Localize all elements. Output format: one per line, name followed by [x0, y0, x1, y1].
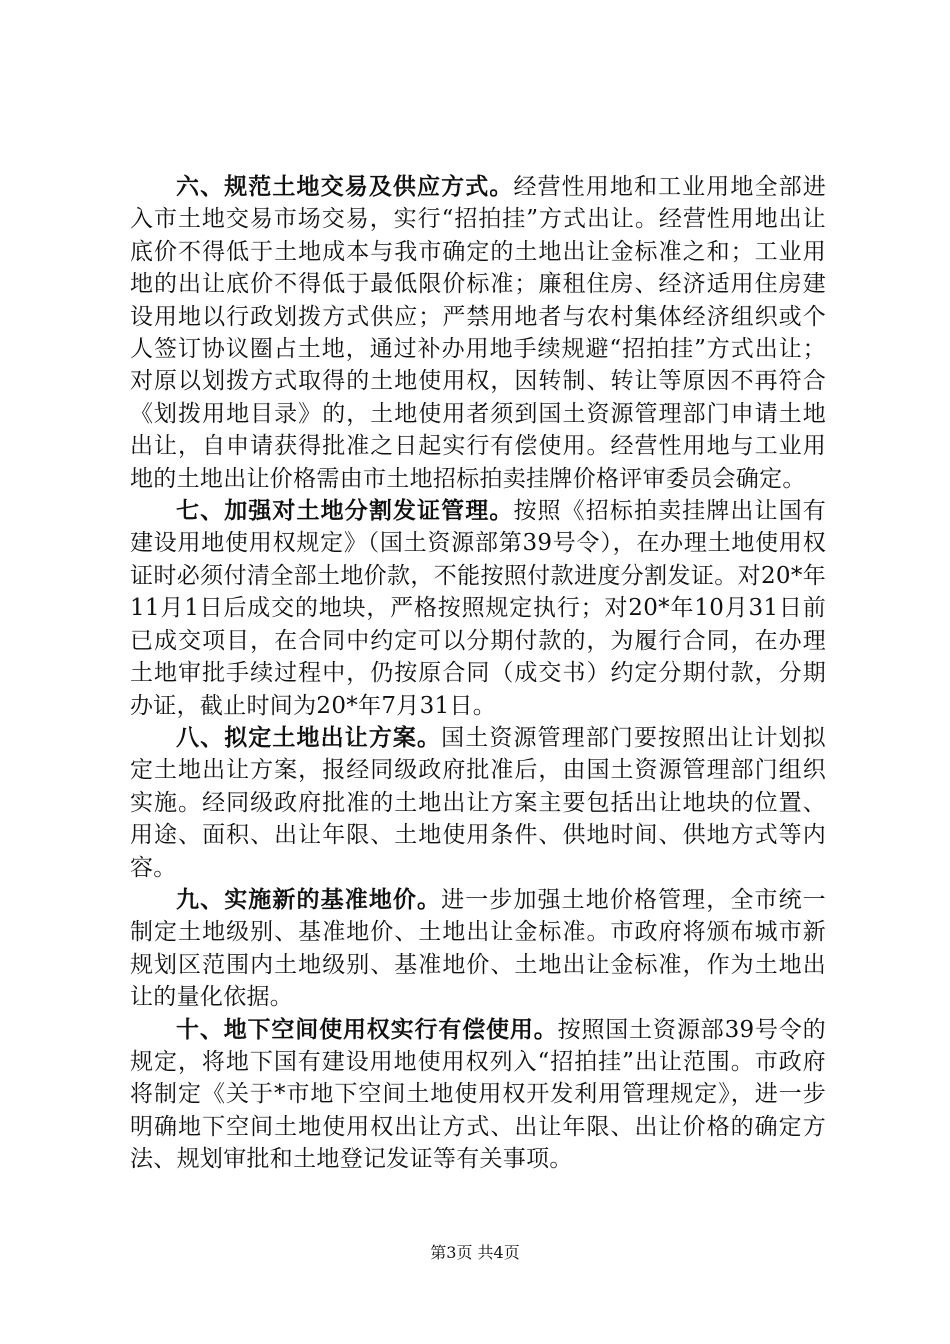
section-10-heading: 十、地下空间使用权实行有偿使用。 [176, 1015, 558, 1043]
section-9-body: 进一步加强土地价格管理，全市统一制定土地级别、基准地价、土地出让金标准。市政府将颁布城市新规划区范围内土地级别、基准地价、土地出让金标准，作为土地出让的量化依据。 [130, 886, 826, 1011]
section-6-heading: 六、规范土地交易及供应方式。 [176, 173, 514, 200]
section-6 [130, 171, 826, 495]
section-10-body: 按照国土资源部39号令的规定，将地下国有建设用地使用权列入“招拍挂”出让范围。市政府将制定《关于*市地下空间土地使用权开发利用管理规定》，进一步明确地下空间土地使用权出让方式、出让年限、出让价格的确定方法、规划审批和土地登记发证等有关事项。 [130, 1016, 826, 1173]
section-7-heading: 七、加强对土地分割发证管理。 [176, 497, 514, 525]
section-8-heading: 八、拟定土地出让方案。 [176, 723, 442, 751]
document-body [130, 171, 826, 1176]
section-7 [130, 495, 826, 722]
section-8 [130, 722, 826, 884]
section-9-heading: 九、实施新的基准地价。 [176, 885, 442, 913]
section-6-body: 经营性用地和工业用地全部进入市土地交易市场交易，实行“招拍挂”方式出让。经营性用地出让底价不得低于土地成本与我市确定的土地出让金标准之和；工业用地的出让底价不得低于最低限价标准；廉租住房、经济适用住房建设用地以行政划拨方式供应；严禁用地者与农村集体经济组织或个人签订协议圈占土地，通过补办用地手续规避“招拍挂”方式出让；对原以划拨方式取得的土地使用权，因转制、转让等原因不再符合《划拨用地目录》的，土地使用者须到国土资源管理部门申请土地出让，自申请获得批准之日起实行有偿使用。经营性用地与工业用地的土地出让价格需由市土地招标拍卖挂牌价格评审委员会确定。 [130, 174, 826, 492]
section-7-body: 按照《招标拍卖挂牌出让国有建设用地使用权规定》（国土资源部第39号令），在办理土地使用权证时必须付清全部土地价款，不能按照付款进度分割发证。对20*年11月1日后成交的地块，严格按照规定执行；对20*年10月31日前已成交项目，在合同中约定可以分期付款的，为履行合同，在办理土地审批手续过程中，仍按原合同（成交书）约定分期付款，分期办证，截止时间为20*年7月31日。 [130, 498, 826, 719]
section-8-body: 国土资源管理部门要按照出让计划拟定土地出让方案，报经同级政府批准后，由国土资源管理部门组织实施。经同级政府批准的土地出让方案主要包括出让地块的位置、用途、面积、出让年限、土地使用条件、供地时间、供地方式等内容。 [130, 724, 826, 881]
section-10 [130, 1014, 826, 1176]
page-number-footer: 第3页 共4页 [430, 1243, 520, 1262]
section-9 [130, 884, 826, 1014]
